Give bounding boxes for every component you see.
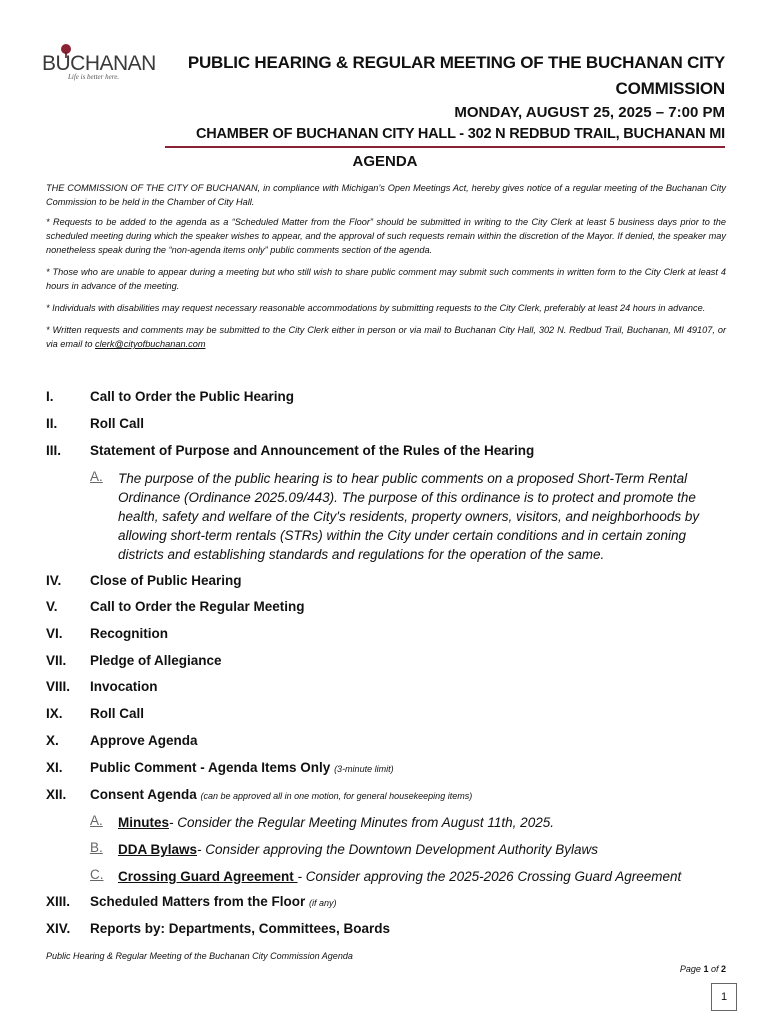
item-label: Recognition [90,626,168,641]
written-comment-note: * Those who are unable to appear during a meeting but who still wish to share public comment may submit such comments in written form to the City Clerk at least 4 hours in advance of the meeting. [46,267,726,291]
clerk-email-link[interactable]: clerk@cityofbuchanan.com [95,339,206,349]
item-note: (if any) [309,898,337,908]
item-label: Scheduled Matters from the Floor [90,894,306,909]
consent-subitem [90,840,730,860]
item-label: Approve Agenda [90,733,198,748]
subitem-text: The purpose of the public hearing is to hear public comments on a proposed Short-Term Rental Ordinance (Ordinance 2025.09/443). The purpose of this ordinance is to protect and promote the health, safety and welfare of the City's residents, property owners, visitors, and neighborhoods by allowing short-term rentals (STRs) within the City under certain conditions and in certain zoning districts and establishing standards and regulations for the operation of the same. [118,471,700,562]
item-label: Invocation [90,679,158,694]
subitem-desc: - Consider approving the 2025-2026 Crossing Guard Agreement [297,869,682,884]
item-number: VIII. [46,679,71,694]
hearing-purpose-subitem [90,469,730,565]
subitem-title[interactable]: DDA Bylaws [118,842,198,857]
page-total: 2 [720,964,726,974]
item-number: II. [46,416,58,431]
agenda-request-note: * Requests to be added to the agenda as a “Scheduled Matter from the Floor” should be submitted in writing to the City Clerk at least 5 business days prior to the scheduled meeting during which the speaker wishes to appear, and the approval of such requests remain within the discretion of the Mayor. If denied, the speaker may nonetheless speak during the “non-agenda items only” public comments section of the agenda. [46,217,726,255]
subitem-letter: A. [90,469,103,484]
subitem-letter: A. [90,813,103,828]
item-number: IV. [46,573,62,588]
item-label-wrap [90,894,337,909]
item-label: Roll Call [90,416,145,431]
item-note: (3-minute limit) [334,764,394,774]
meeting-date: MONDAY, AUGUST 25, 2025 – 7:00 PM [454,104,725,121]
footer-document-title: Public Hearing & Regular Meeting of the Buchanan City Commission Agenda [46,951,353,961]
accessibility-note: * Individuals with disabilities may request necessary reasonable accommodations by submitting requests to the City Clerk, preferably at least 24 hours in advance. [46,303,706,313]
item-label-wrap [90,787,472,802]
item-number: X. [46,733,59,748]
subitem-text [118,813,730,832]
subitem-letter: B. [90,840,103,855]
page-word: Page [679,964,704,974]
subitem-title[interactable]: Crossing Guard Agreement [118,869,298,884]
item-label: Reports by: Departments, Committees, Boards [90,921,391,936]
page-number-box: 1 [711,983,737,1011]
subitem-title[interactable]: Minutes [118,815,170,830]
item-number: XI. [46,760,63,775]
page-number: 1 [703,964,709,974]
subitem-text [118,867,730,886]
item-number: VI. [46,626,63,641]
subitem-letter: C. [90,867,104,882]
item-label: Call to Order the Public Hearing [90,389,295,404]
logo-tagline: Life is better here. [68,73,120,81]
item-label: Roll Call [90,706,145,721]
item-label-wrap [90,760,394,775]
item-note: (can be approved all in one motion, for general housekeeping items) [200,791,473,801]
document-title: PUBLIC HEARING & REGULAR MEETING OF THE BUCHANAN CITY COMMISSION [187,53,725,98]
item-number: VII. [46,653,67,668]
consent-subitem [90,867,730,887]
item-number: XII. [46,787,67,802]
submission-note [46,323,726,351]
subitem-text [118,840,730,859]
city-logo [42,44,156,84]
item-label: Call to Order the Regular Meeting [90,599,305,614]
item-label: Public Comment - Agenda Items Only [90,760,331,775]
item-label: Pledge of Allegiance [90,653,222,668]
agenda-heading: AGENDA [352,153,418,170]
notice-section [46,181,726,359]
consent-subitem [90,813,730,833]
item-label: Close of Public Hearing [90,573,242,588]
subitem-desc: - Consider approving the Downtown Development Authority Bylaws [197,842,598,857]
item-number: XIII. [46,894,71,909]
meeting-venue: CHAMBER OF BUCHANAN CITY HALL - 302 N REDBUD TRAIL, BUCHANAN MI [195,126,725,142]
item-number: I. [46,389,54,404]
notice-paragraph: THE COMMISSION OF THE CITY OF BUCHANAN, in compliance with Michigan’s Open Meetings Act, hereby gives notice of a regular meeting of the Buchanan City Commission to be held in the Chamber of City Hall. [46,183,726,207]
item-number: XIV. [46,921,71,936]
logo-wordmark: BUCHANAN [42,52,156,75]
item-number: III. [46,443,62,458]
item-number: V. [46,599,58,614]
page-of: of [708,964,721,974]
header-divider [165,146,725,148]
item-label: Consent Agenda [90,787,197,802]
submission-note-text: * Written requests and comments may be submitted to the City Clerk either in person or via mail to Buchanan City Hall, 302 N. Redbud Trail, Buchanan, MI 49107, or via email to [46,325,726,349]
subitem-desc: - Consider the Regular Meeting Minutes from August 11th, 2025. [169,815,554,830]
item-number: IX. [46,706,63,721]
page-indicator [600,964,726,974]
item-label: Statement of Purpose and Announcement of the Rules of the Hearing [90,443,535,458]
